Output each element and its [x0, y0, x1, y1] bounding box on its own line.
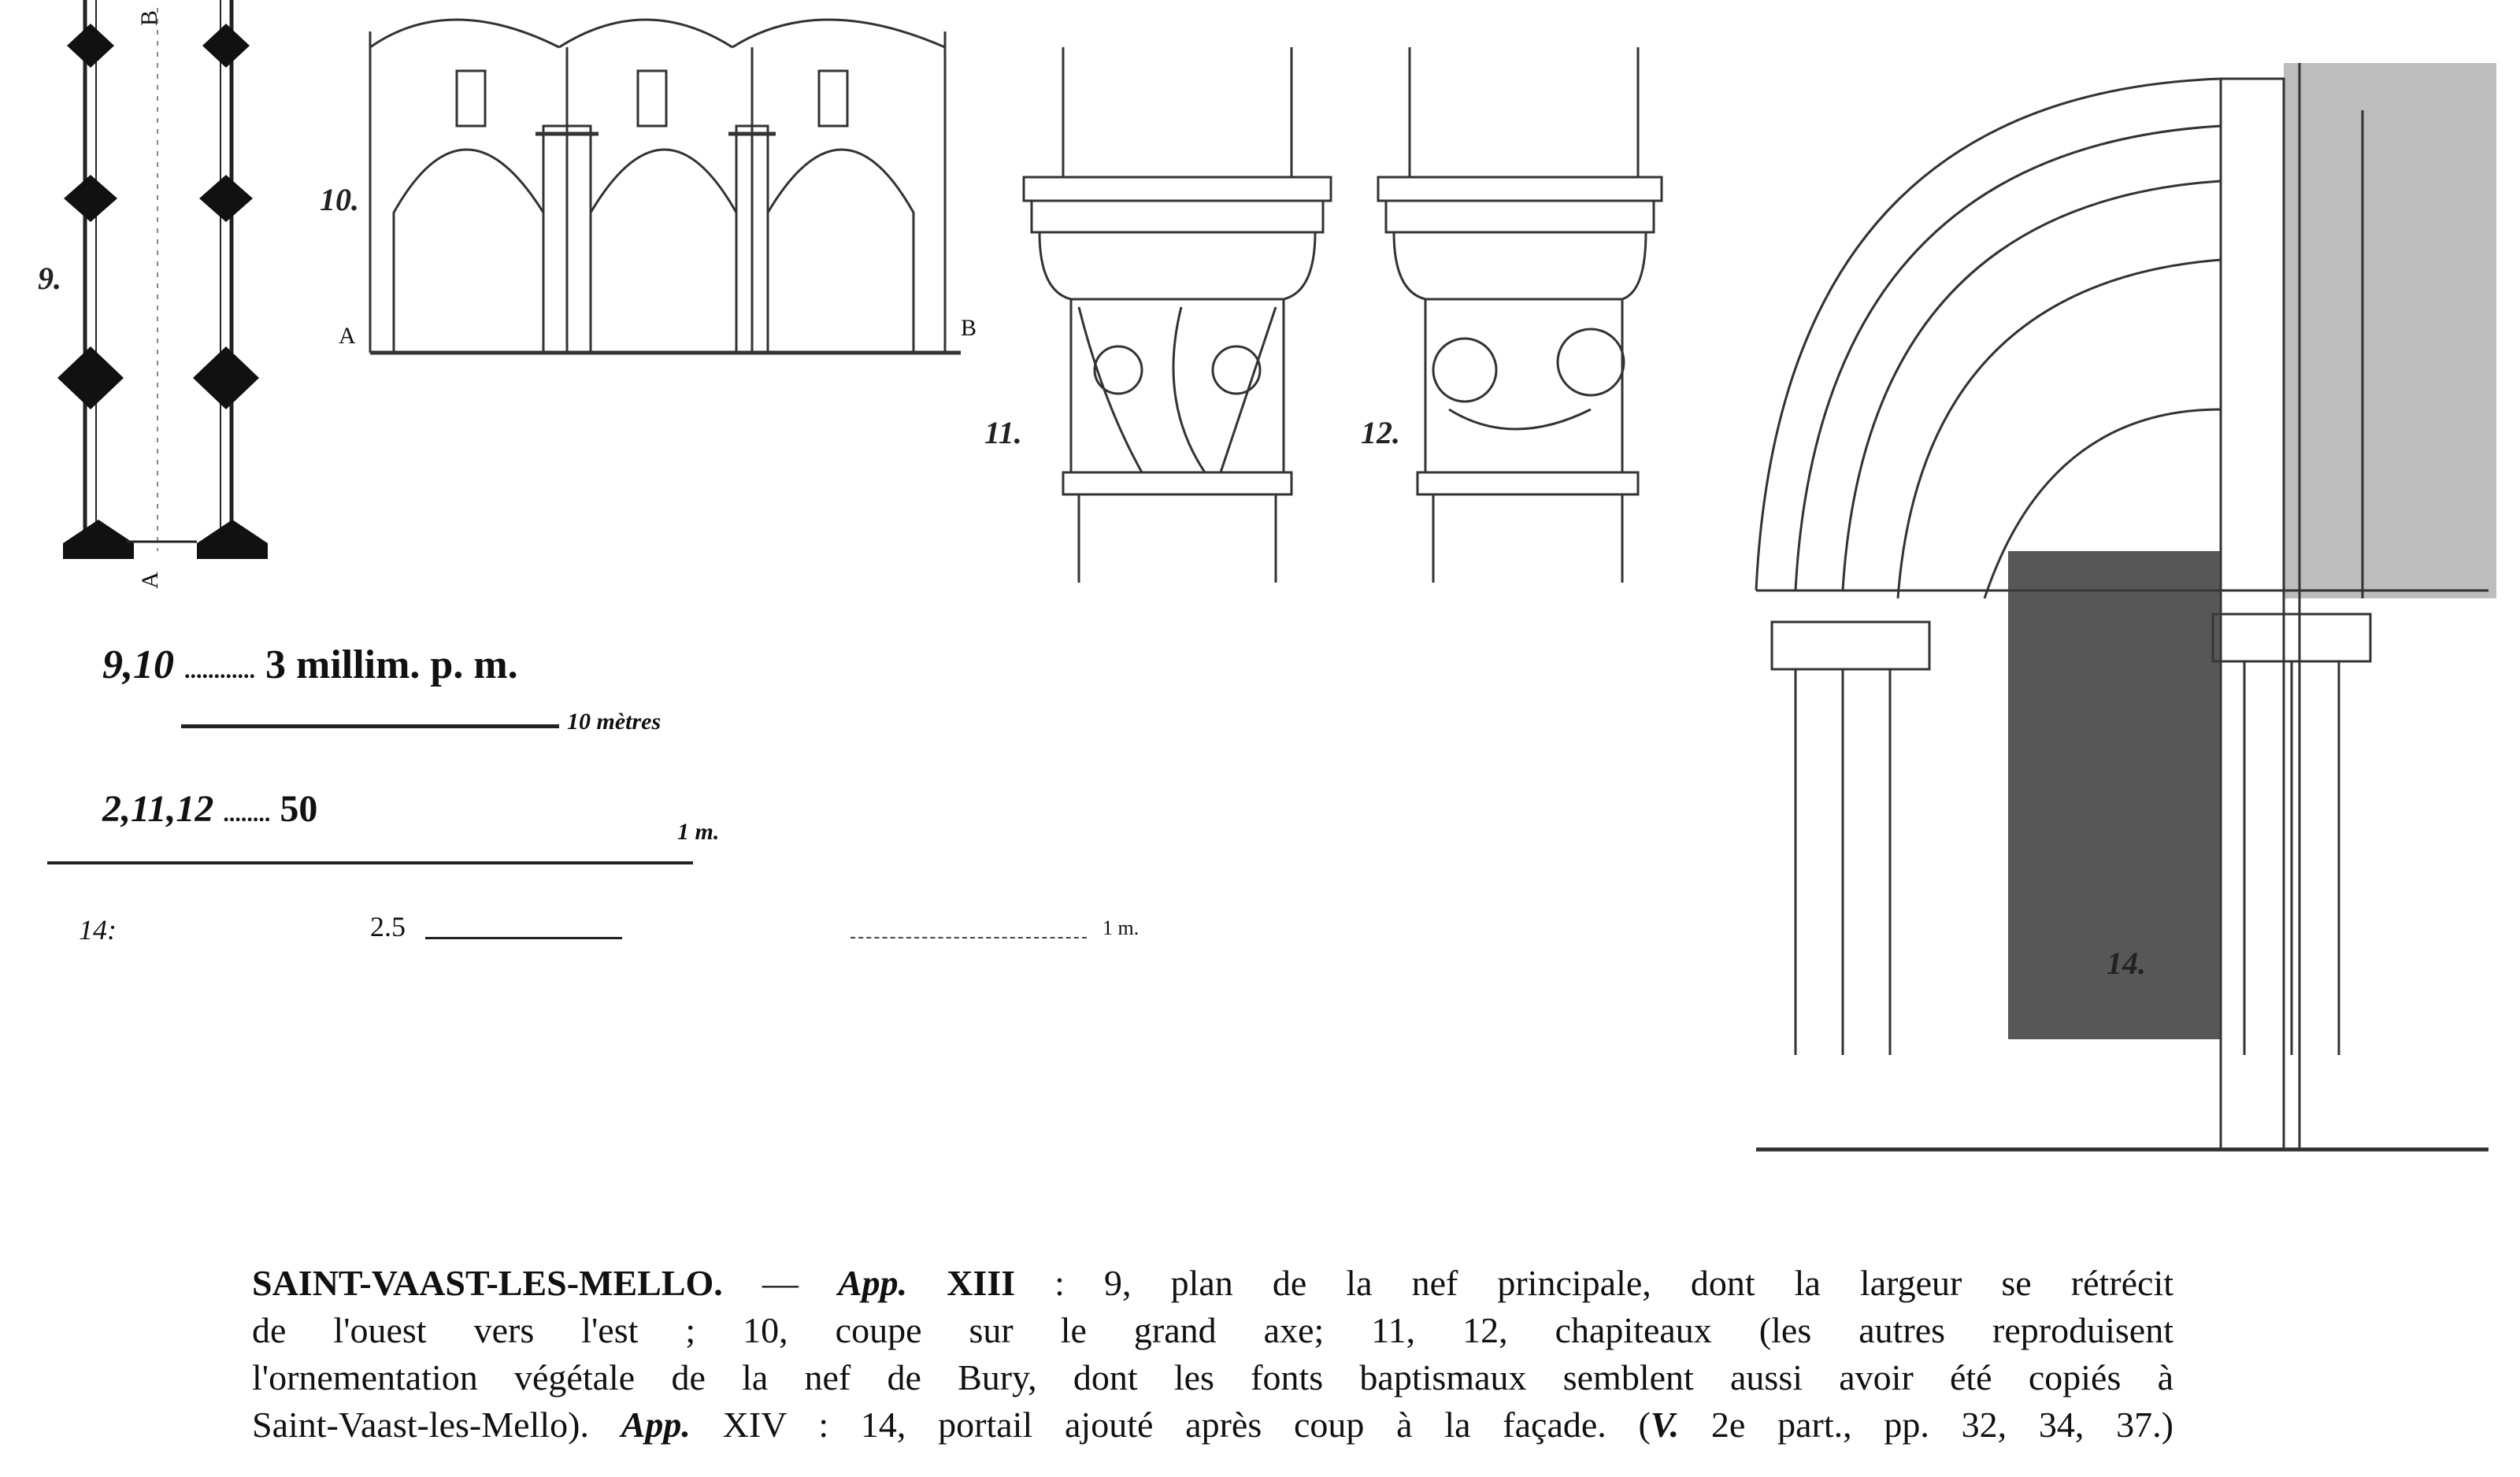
scale-2-ref: 2,11,12	[102, 788, 214, 830]
caption-dash: —	[722, 1263, 838, 1303]
caption-line-4-v: V.	[1650, 1405, 1680, 1445]
figure-14-number: 14.	[2107, 946, 2146, 981]
caption-line-4-b: XIV : 14, portail ajouté après coup à la façade. (	[690, 1405, 1651, 1445]
scale-figs-9-10	[102, 642, 518, 688]
caption-line-1-rest: : 9, plan de la nef principale, dont la largeur se rétrécit	[1015, 1263, 2174, 1303]
caption-line-4-a: Saint-Vaast-les-Mello).	[252, 1405, 589, 1445]
caption-place: SAINT-VAAST-LES-MELLO.	[252, 1263, 723, 1303]
caption-app13-num: XIII	[947, 1263, 1016, 1303]
scale-2-dots: ........	[223, 801, 271, 827]
caption-line-3: l'ornementation végétale de la nef de Bury, dont les fonts baptismaux semblent aussi avoir été copiés à	[252, 1357, 2174, 1397]
figure-11-capital	[984, 39, 1354, 590]
axis-label-a: A	[136, 572, 163, 589]
section-drawing	[307, 0, 984, 370]
scale-2-value: 50	[280, 788, 318, 830]
section-label-a: A	[339, 323, 356, 349]
scale-bar-3	[425, 937, 622, 939]
figure-10-section	[307, 0, 984, 370]
caption-app13: App.	[837, 1263, 908, 1303]
figure-12-capital	[1354, 39, 1670, 590]
axis-label-b: B	[136, 9, 163, 27]
figure-14-portal	[1748, 47, 2504, 1189]
figure-9-number: 9.	[38, 261, 61, 296]
portal-drawing	[1748, 47, 2504, 1189]
figure-10-number: 10.	[320, 182, 359, 217]
scale-3-end: 1 m.	[1102, 916, 1140, 939]
caption-line-1	[252, 1260, 2174, 1307]
figure-caption	[252, 1260, 2174, 1449]
scale-figs-2-11-12	[102, 787, 317, 831]
capital-11-drawing	[984, 39, 1354, 590]
capital-12-drawing	[1354, 39, 1670, 590]
section-label-b: B	[961, 315, 977, 341]
scale-bar-3b	[850, 937, 1087, 938]
caption-line-4	[252, 1401, 2174, 1449]
scale-3-ref: 14:	[79, 914, 117, 946]
plan-drawing	[32, 0, 284, 598]
scale-1-dots: ............	[184, 657, 255, 683]
scale-bar-2	[47, 861, 693, 864]
scale-1-ref: 9,10	[102, 642, 174, 687]
figure-12-number: 12.	[1361, 415, 1400, 450]
scale-bar-1	[181, 724, 559, 728]
figure-9-plan	[32, 0, 284, 598]
caption-app14: App.	[621, 1405, 691, 1445]
scale-2-end: 1 m.	[677, 819, 720, 845]
caption-line-2: de l'ouest vers l'est ; 10, coupe sur le grand axe; 11, 12, chapiteaux (les autres reproduisent	[252, 1310, 2174, 1350]
scale-fig-14	[79, 913, 117, 946]
scale-1-text: 3 millim. p. m.	[265, 642, 518, 687]
scale-1-end: 10 mètres	[567, 709, 662, 735]
caption-line-4-c: 2e part., pp. 32, 34, 37.)	[1679, 1405, 2174, 1445]
figure-11-number: 11.	[984, 415, 1022, 450]
scale-3-value: 2.5	[370, 911, 406, 942]
